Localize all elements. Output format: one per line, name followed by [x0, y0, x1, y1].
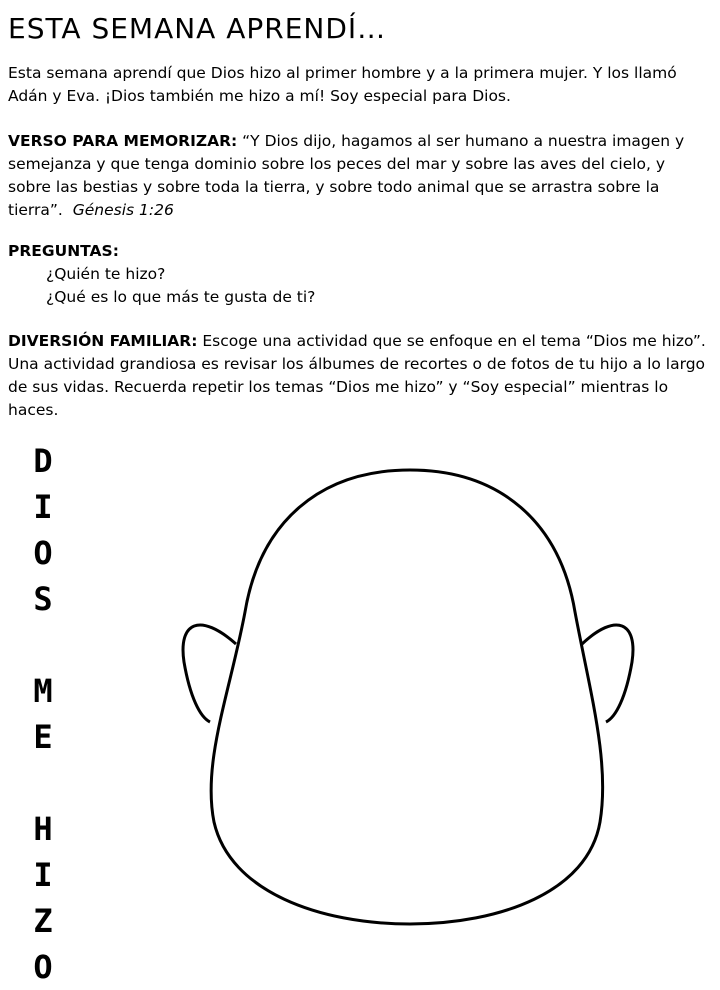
left-ear [183, 625, 236, 722]
vertical-letter: D [33, 442, 53, 480]
question-item: ¿Qué es lo que más te gusta de ti? [46, 288, 316, 306]
family-label: DIVERSIÓN FAMILIAR: [8, 332, 198, 350]
vertical-letter: E [33, 718, 53, 756]
family-text: Escoge una actividad que se enfoque en el tema “Dios me hizo”. Una actividad grandiosa es revisar los álbumes de recortes o de fotos de tu hijo a lo largo de sus vidas. Recuerda repetir los temas “Dios me hizo” y “Soy especial” mientras lo haces. [8, 332, 706, 419]
verse-section [8, 130, 708, 222]
head-outline [211, 470, 603, 924]
questions-label: PREGUNTAS: [8, 242, 119, 260]
right-ear [582, 625, 633, 722]
vertical-letter: S [33, 580, 53, 618]
family-section [8, 330, 708, 422]
verse-reference: Génesis 1:26 [72, 201, 174, 219]
face-outline-drawing [170, 462, 650, 932]
vertical-spacer [18, 622, 68, 668]
vertical-letter: I [33, 488, 53, 526]
page-title: ESTA SEMANA APRENDÍ… [8, 12, 387, 45]
vertical-caption [18, 438, 68, 990]
questions-section [8, 240, 708, 309]
vertical-spacer [18, 760, 68, 806]
verse-text: “Y Dios dijo, hagamos al ser humano a nuestra imagen y semejanza y que tenga dominio sobre los peces del mar y sobre las aves del cielo, y sobre las bestias y sobre toda la tierra, y sobre todo animal que se arrastra sobre la tierra”. [8, 132, 685, 219]
question-item: ¿Quién te hizo? [46, 265, 166, 283]
intro-paragraph: Esta semana aprendí que Dios hizo al primer hombre y a la primera mujer. Y los llamó Adán y Eva. ¡Dios también me hizo a mí! Soy especial para Dios. [8, 64, 677, 105]
vertical-letter: O [33, 534, 53, 572]
vertical-letter: I [33, 856, 53, 894]
vertical-letter: Z [33, 902, 53, 940]
vertical-letter: M [33, 672, 53, 710]
verse-label: VERSO PARA MEMORIZAR: [8, 132, 238, 150]
vertical-letter: O [33, 948, 53, 986]
vertical-letter: H [33, 810, 53, 848]
